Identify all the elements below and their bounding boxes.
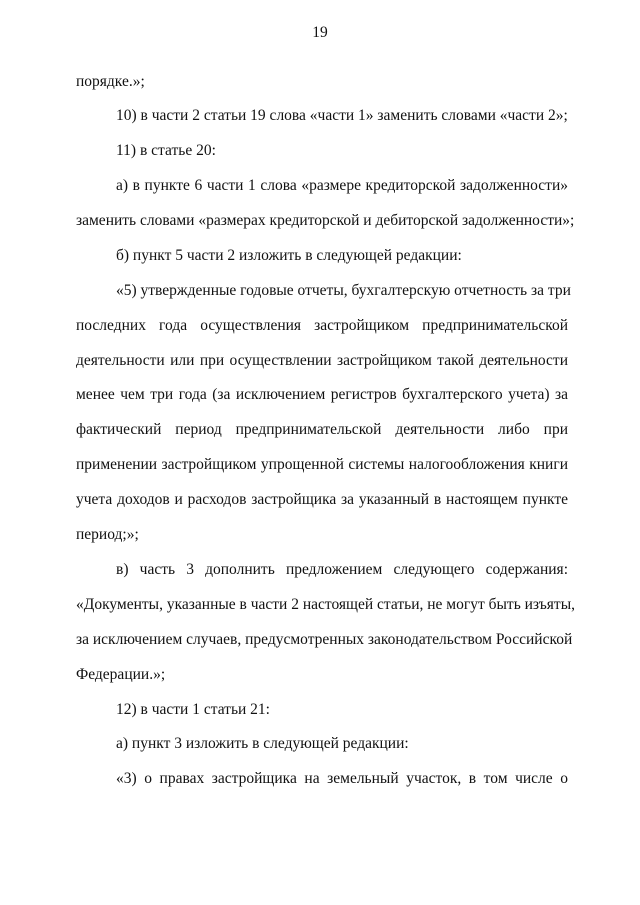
- text-line: фактический период предпринимательской деятельности либо при: [76, 421, 568, 438]
- text-line: за исключением случаев, предусмотренных законодательством Российской: [76, 631, 573, 648]
- text-line: а) пункт 3 изложить в следующей редакции:: [116, 735, 409, 752]
- text-line: «Документы, указанные в части 2 настоящей статьи, не могут быть изъяты,: [76, 596, 575, 613]
- text-line: а) в пункте 6 части 1 слова «размере кредиторской задолженности»: [116, 177, 568, 194]
- text-line: применении застройщиком упрощенной системы налогообложения книги: [76, 456, 568, 473]
- text-line: 12) в части 1 статьи 21:: [116, 701, 270, 718]
- text-line: 10) в части 2 статьи 19 слова «части 1» заменить словами «части 2»;: [116, 107, 568, 124]
- text-line: «3) о правах застройщика на земельный участок, в том числе о: [116, 770, 568, 787]
- text-line: 11) в статье 20:: [116, 142, 216, 159]
- text-line: менее чем три года (за исключением регистров бухгалтерского учета) за: [76, 386, 568, 403]
- text-line: «5) утвержденные годовые отчеты, бухгалтерскую отчетность за три: [116, 282, 571, 299]
- text-line: последних года осуществления застройщиком предпринимательской: [76, 317, 568, 334]
- text-line: заменить словами «размерах кредиторской и дебиторской задолженности»;: [76, 212, 575, 229]
- text-line: период;»;: [76, 526, 139, 543]
- text-line: б) пункт 5 части 2 изложить в следующей редакции:: [116, 247, 462, 264]
- text-line: деятельности или при осуществлении застройщиком такой деятельности: [76, 352, 568, 369]
- text-line: Федерации.»;: [76, 666, 166, 683]
- page-number: 19: [312, 24, 328, 41]
- text-line: учета доходов и расходов застройщика за указанный в настоящем пункте: [76, 491, 568, 508]
- text-line: порядке.»;: [76, 73, 145, 90]
- text-line: в) часть 3 дополнить предложением следующего содержания:: [116, 561, 568, 578]
